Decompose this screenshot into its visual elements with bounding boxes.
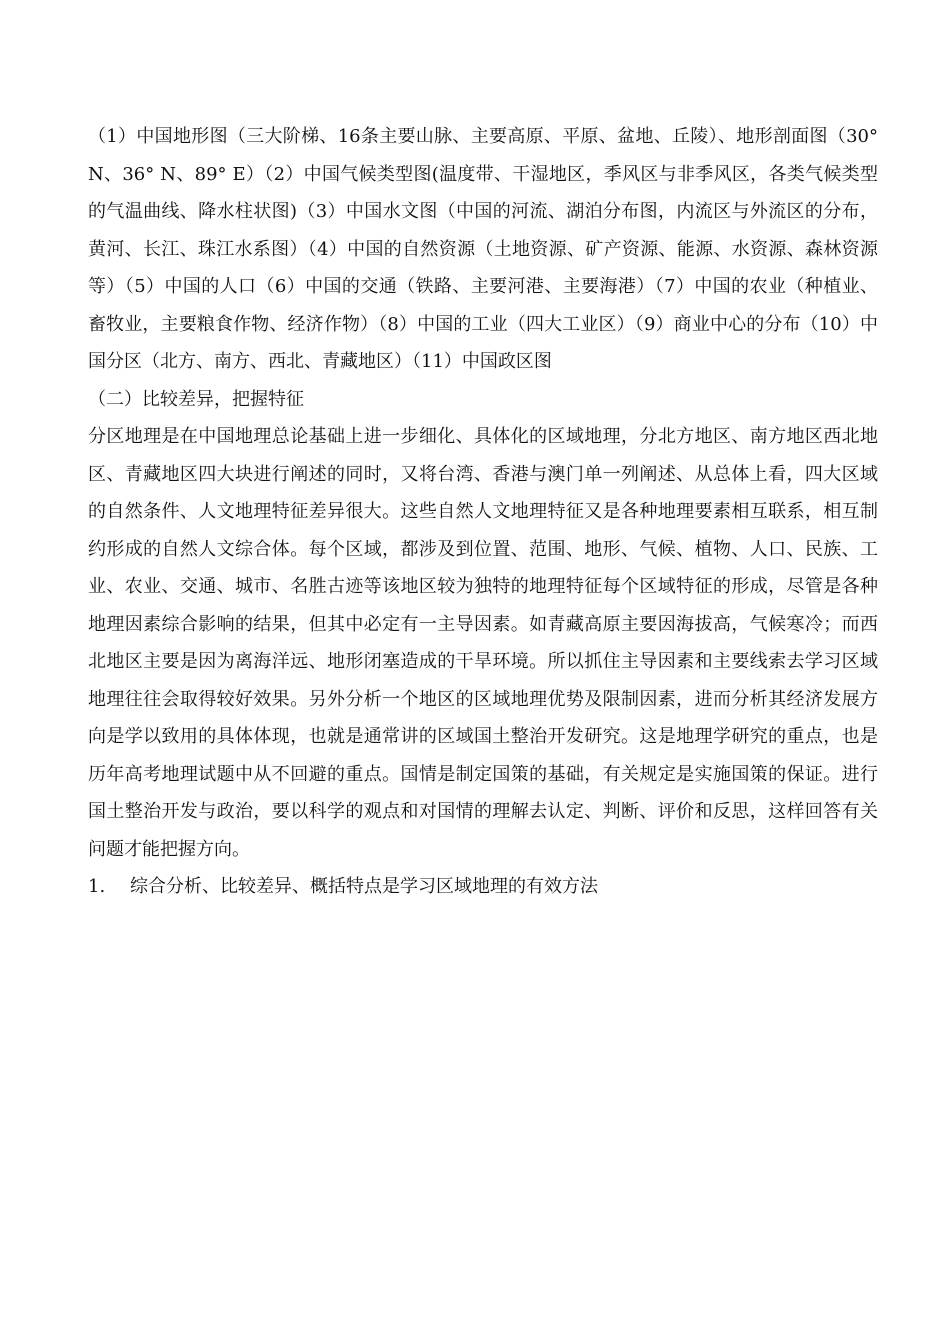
section-heading: （二）比较差异，把握特征 <box>88 388 304 410</box>
maps-list-paragraph: （1）中国地形图（三大阶梯、16条主要山脉、主要高原、平原、盆地、丘陵）、地形剖面图（30° N、36° N、89° E）（2）中国气候类型图(温度带、干湿地区，季风区与非季风区，各类气候类型的气温曲线、降水柱状图)（3）中国水文图（中国的河流、湖泊分布图，内流区与外流区的分布，黄河、长江、珠江水系图）（4）中国的自然资源（土地资源、矿产资源、能源、水资源、森林资源等）（5）中国的人口（6）中国的交通（铁路、主要河港、主要海港）（7）中国的农业（种植业、畜牧业，主要粮食作物、经济作物）（8）中国的工业（四大工业区）（9）商业中心的分布（10）中国分区（北方、南方、西北、青藏地区）（11）中国政区图 <box>88 126 878 372</box>
document-page <box>88 118 878 906</box>
list-item-1 <box>88 868 878 906</box>
list-item-text: 综合分析、比较差异、概括特点是学习区域地理的有效方法 <box>130 876 598 897</box>
body-paragraph: 分区地理是在中国地理总论基础上进一步细化、具体化的区域地理，分北方地区、南方地区西北地区、青藏地区四大块进行阐述的同时，又将台湾、香港与澳门单一列阐述、从总体上看，四大区域的自然条件、人文地理特征差异很大。这些自然人文地理特征又是各种地理要素相互联系，相互制约形成的自然人文综合体。每个区域，都涉及到位置、范围、地形、气候、植物、人口、民族、工业、农业、交通、城市、名胜古迹等该地区较为独特的地理特征每个区域特征的形成，尽管是各种地理因素综合影响的结果，但其中必定有一主导因素。如青藏高原主要因海拔高，气候寒冷；而西北地区主要是因为离海洋远、地形闭塞造成的干旱环境。所以抓住主导因素和主要线索去学习区域地理往往会取得较好效果。另外分析一个地区的区域地理优势及限制因素，进而分析其经济发展方向是学以致用的具体体现，也就是通常讲的区域国土整治开发研究。这是地理学研究的重点，也是历年高考地理试题中从不回避的重点。国情是制定国策的基础，有关规定是实施国策的保证。进行国土整治开发与政治，要以科学的观点和对国情的理解去认定、判断、评价和反思，这样回答有关问题才能把握方向。 <box>88 426 878 860</box>
list-item-number: 1. <box>88 876 106 897</box>
